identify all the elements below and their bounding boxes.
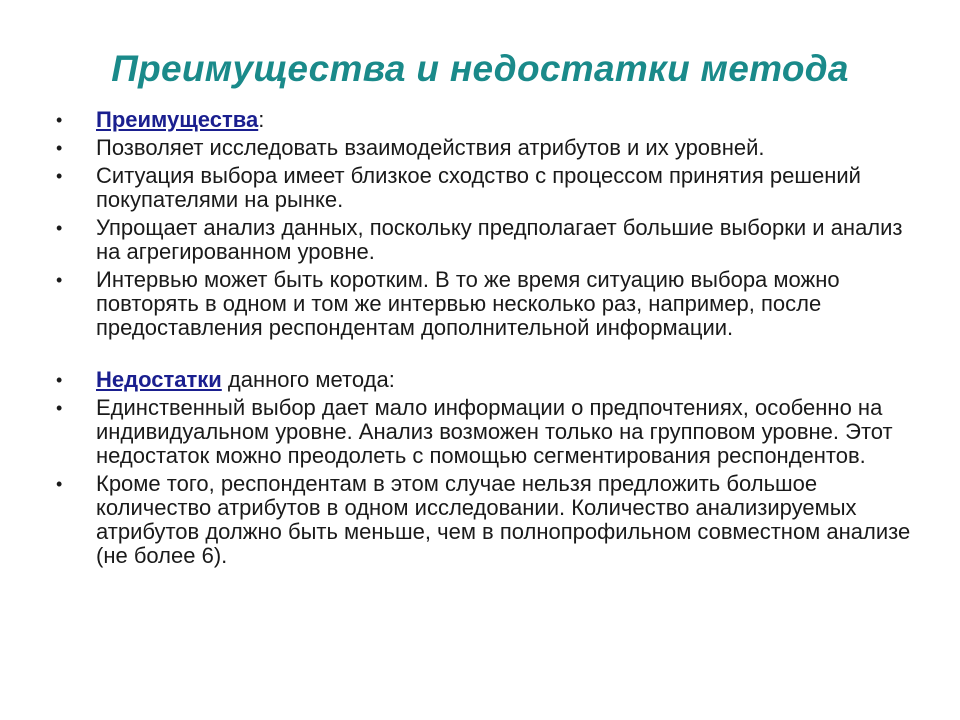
bullet-icon: • [56, 270, 63, 290]
list-item [56, 268, 916, 340]
disadvantages-heading-item [56, 368, 916, 392]
list-item [56, 164, 916, 212]
advantages-heading-item [56, 108, 916, 132]
bullet-icon: • [56, 370, 63, 390]
bullet-icon: • [56, 110, 63, 130]
bullet-icon: • [56, 474, 63, 494]
list-item [56, 216, 916, 264]
bullet-icon: • [56, 166, 63, 186]
disadvantages-heading-link[interactable]: Недостатки [96, 367, 222, 392]
advantage-text: Интервью может быть коротким. В то же время ситуацию выбора можно повторять в одном и том же интервью несколько раз, например, после предоставления респондентам дополнительной информации. [96, 267, 840, 340]
list-item [56, 472, 916, 568]
advantage-text: Упрощает анализ данных, поскольку предполагает большие выборки и анализ на агрегированном уровне. [96, 215, 903, 264]
disadvantage-text: Кроме того, респондентам в этом случае нельзя предложить большое количество атрибутов в одном исследовании. Количество анализируемых атрибутов должно быть меньше, чем в полнопрофильном совместном анализе (не более 6). [96, 471, 911, 568]
list-item [56, 396, 916, 468]
advantages-heading-suffix: : [258, 107, 265, 132]
bullet-icon: • [56, 138, 63, 158]
advantage-text: Ситуация выбора имеет близкое сходство с процессом принятия решений покупателями на рынке. [96, 163, 861, 212]
list-item [56, 136, 916, 160]
bullet-icon: • [56, 398, 63, 418]
bullet-icon: • [56, 218, 63, 238]
advantage-text: Позволяет исследовать взаимодействия атрибутов и их уровней. [96, 135, 765, 160]
disadvantages-heading-suffix: данного метода: [221, 367, 395, 392]
slide-title: Преимущества и недостатки метода [111, 48, 849, 89]
slide-content [56, 108, 916, 572]
advantages-heading-link[interactable]: Преимущества [96, 107, 259, 132]
disadvantage-text: Единственный выбор дает мало информации о предпочтениях, особенно на индивидуальном уровне. Анализ возможен только на групповом уровне. Этот недостаток можно преодолеть с помощью сегментирования респондентов. [96, 395, 893, 468]
